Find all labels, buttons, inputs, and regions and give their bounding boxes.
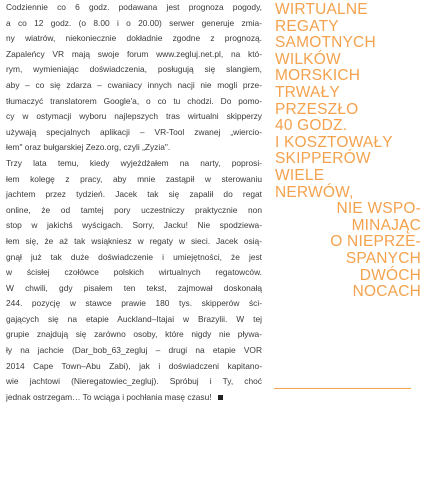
article-line: łem się, że aż tak wsiąkniesz w regaty w sieci. Jacek osią- <box>6 235 262 246</box>
pull-quote-line: 40 GODZ. <box>275 117 348 135</box>
pull-quote-line: SPANYCH <box>345 249 421 267</box>
article-line: cy w ostymacji wyboru najlepszych tras wirtualni skipperzy <box>6 111 262 122</box>
pull-quote-line: I KOSZTOWAŁY <box>275 133 393 151</box>
article-last-line-text: jednak ostrzegam… To wciąga i pochłania masę czasu! <box>6 391 212 402</box>
pull-quote-line: SKIPPERÓW <box>275 150 371 168</box>
pull-quote-line: WILKÓW <box>275 50 341 68</box>
article-last-line <box>6 390 262 406</box>
article-line: gających się na etapie Auckland–Itajai w Brazylii. W tej <box>6 313 262 324</box>
pull-quote-line: PRZESZŁO <box>275 100 359 118</box>
pull-quote-line: REGATY <box>275 17 339 35</box>
article-line: rym, wymieniając doświadczenia, posługują się slangiem, <box>6 64 262 75</box>
article-line: online, że od tamtej pory uczestniczy praktycznie non <box>6 204 262 215</box>
article-line: W chwili, gdy pisałem ten tekst, zajmował doskonałą <box>6 282 262 293</box>
pull-quote-line: MORSKICH <box>275 67 361 85</box>
pull-quote-line: DWÓCH <box>359 266 421 284</box>
article-line: grupie znajdują się zarówno osoby, które nigdy nie pływa- <box>6 329 262 340</box>
article-line: gnął już tak duże doświadczenie i umiejętności, że jest <box>6 251 262 262</box>
pull-quote-rule <box>274 388 411 389</box>
pull-quote-line: SAMOTNYCH <box>275 34 376 52</box>
article-line: w ścisłej czołówce polskich wirtualnych regatowców. <box>6 267 262 278</box>
article-line: 244. pozycję w stawce prawie 180 tys. skipperów ści- <box>6 298 262 309</box>
pull-quote-line: WIELE <box>275 166 325 184</box>
article-body <box>6 0 262 405</box>
article-line: Codziennie co 6 godz. podawana jest prognoza pogody, <box>6 2 262 12</box>
pull-quote-line: WIRTUALNE <box>275 1 368 18</box>
article-line: Trzy lata temu, kiedy wyjeżdżałem na narty, poprosi- <box>6 157 262 168</box>
pull-quote-line: TRWAŁY <box>275 83 340 101</box>
article-line: tłumaczyć translatorem Google'a, o co tu chodzi. Do pomo- <box>6 95 262 106</box>
article-line: łem" oraz bułgarskiej Zezo.org, czyli „Zyzia". <box>6 142 171 153</box>
article-line: ny wiatrów, niekoniecznie dokładnie zgodne z prognozą. <box>6 33 262 44</box>
pull-quote-line: O NIEPRZE- <box>330 233 421 251</box>
article-line: używają specjalnych aplikacji – VR-Tool zwanej „wiercio- <box>6 126 262 137</box>
article-line: 2014 Cape Town–Abu Zabi), jak i doświadczeni kapitano- <box>6 360 262 371</box>
article-line: a co 12 godz. (o 8.00 i o 20.00) serwer generuje zmia- <box>6 17 262 28</box>
article-line: łem kolegę z pracy, aby mnie zastąpił w sterowaniu <box>6 173 262 184</box>
pull-quote-line: NIE WSPO- <box>336 200 421 218</box>
pull-quote-line: MINAJĄC <box>351 216 421 234</box>
article-line: jachtem przez tydzień. Jacek tak się zapalił do regat <box>6 189 262 200</box>
pull-quote <box>275 2 421 301</box>
article-line: stop w jakichś wyścigach. Sorry, Jacku! Nie spodziewa- <box>6 220 262 231</box>
article-line: aby – co się zdarza – cwaniacy innych nacji nie mogli prze- <box>6 79 262 90</box>
end-mark-icon <box>218 395 223 400</box>
article-line: ły na jachcie (Dar_bob_63_zegluj – drugi na etapie VOR <box>6 345 262 356</box>
pull-quote-line: NERWÓW, <box>275 183 354 201</box>
article-line: Zapaleńcy VR mają swoje forum www.zegluj.net.pl, na któ- <box>6 48 262 59</box>
article-line: wie jachtowi (Nieregatowiec_zegluj). Spróbuj i Ty, choć <box>6 376 262 387</box>
pull-quote-line: NOCACH <box>352 283 421 301</box>
